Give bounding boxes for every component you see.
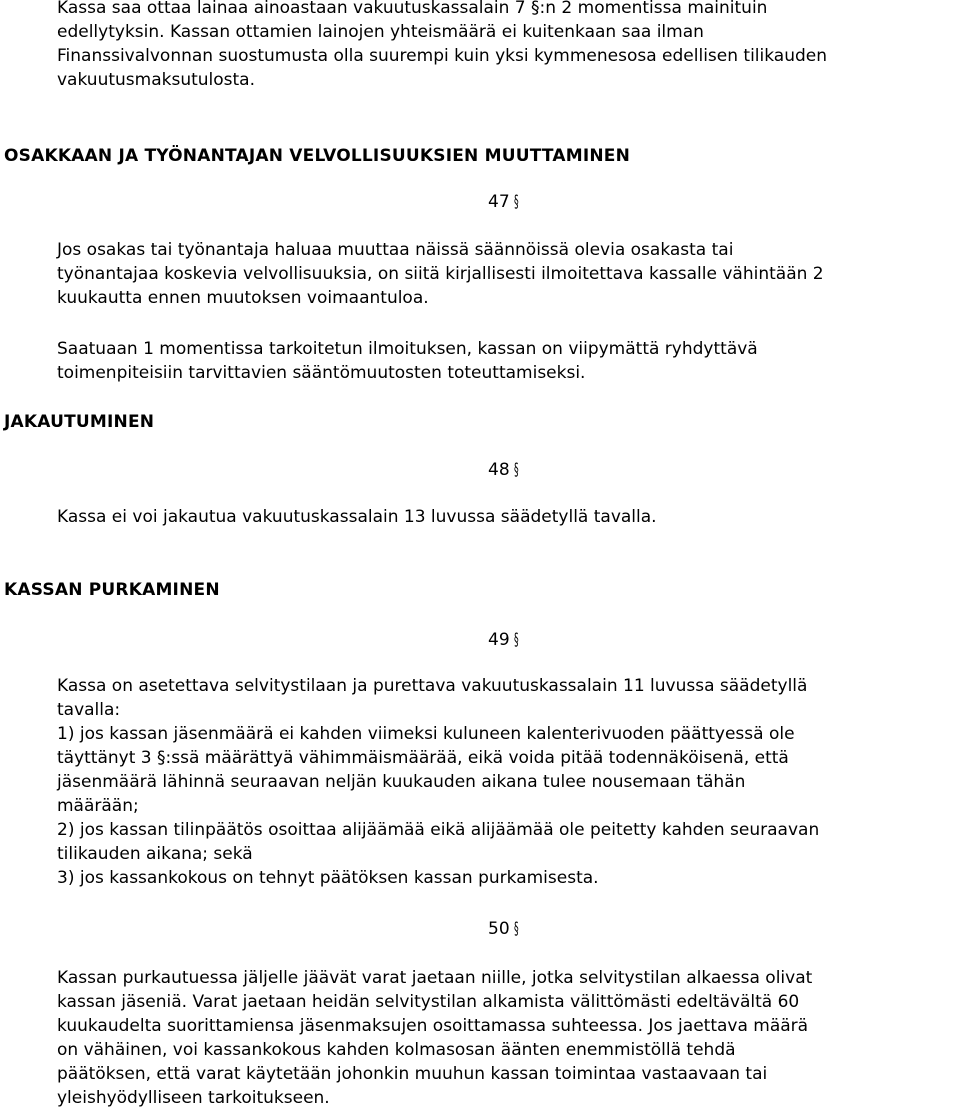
heading-osakkaan-velvollisuudet: OSAKKAAN JA TYÖNANTAJAN VELVOLLISUUKSIEN MUUTTAMINEN [4, 146, 631, 166]
section-number-48 [488, 458, 522, 482]
section-number: 49 [488, 630, 510, 650]
section-number-49 [488, 628, 522, 652]
paragraph-48: Kassa ei voi jakautua vakuutuskassalain 13 luvussa säädetyllä tavalla. [57, 507, 657, 527]
section-number: 48 [488, 460, 510, 480]
section-number: 47 [488, 192, 510, 212]
section-number-47 [488, 190, 522, 214]
section-number: 50 [488, 919, 510, 939]
section-sign: § [513, 919, 519, 939]
section-sign: § [513, 192, 519, 212]
section-number-50 [488, 917, 522, 941]
heading-jakautuminen: JAKAUTUMINEN [4, 412, 155, 432]
paragraph-47-2: Saatuaan 1 momentissa tarkoitetun ilmoituksen, kassan on viipymättä ryhdyttävä toimenpiteisiin tarvittavien sääntömuutosten toteuttamiseksi. [57, 339, 758, 383]
heading-kassan-purkaminen: KASSAN PURKAMINEN [4, 580, 220, 600]
paragraph-47-1: Jos osakas tai työnantaja haluaa muuttaa näissä säännöissä olevia osakasta tai työnantajaa koskevia velvollisuuksia, on siitä kirjallisesti ilmoitettava kassalle vähintään 2 kuukautta ennen muutoksen voimaantuloa. [57, 240, 824, 308]
section-sign: § [513, 630, 519, 650]
section-sign: § [513, 460, 519, 480]
paragraph-50: Kassan purkautuessa jäljelle jäävät varat jaetaan niille, jotka selvitystilan alkaessa olivat kassan jäseniä. Varat jaetaan heidän selvitystilan alkamista välittömästi edeltävältä 60 kuukaudelta suorittamiensa jäsenmaksujen osoittamassa suhteessa. Jos jaettava määrä on vähäinen, voi kassankokous kahden kolmasosan äänten enemmistöllä tehdä päätöksen, että varat käytetään johonkin muuhun kassan toimintaa vastaavaan tai yleishyödylliseen tarkoitukseen. [57, 968, 813, 1108]
paragraph-49: Kassa on asetettava selvitystilaan ja purettava vakuutuskassalain 11 luvussa säädetyllä tavalla: 1) jos kassan jäsenmäärä ei kahden viimeksi kuluneen kalenterivuoden päättyessä ole täyttänyt 3 §:ssä määrättyä vähimmäismäärää, eikä voida pitää todennäköisenä, että jäsenmäärä lähinnä seuraavan neljän kuukauden aikana tulee nousemaan tähän määrään; 2) jos kassan tilinpäätös osoittaa alijäämää eikä alijäämää ole peitetty kahden seuraavan tilikauden aikana; sekä 3) jos kassankokous on tehnyt päätöksen kassan purkamisesta. [57, 676, 820, 888]
intro-paragraph: Kassa saa ottaa lainaa ainoastaan vakuutuskassalain 7 §:n 2 momentissa mainituin edellytyksin. Kassan ottamien lainojen yhteismäärä ei kuitenkaan saa ilman Finanssivalvonnan suostumusta olla suurempi kuin yksi kymmenesosa edellisen tilikauden vakuutusmaksutulosta. [57, 0, 828, 90]
